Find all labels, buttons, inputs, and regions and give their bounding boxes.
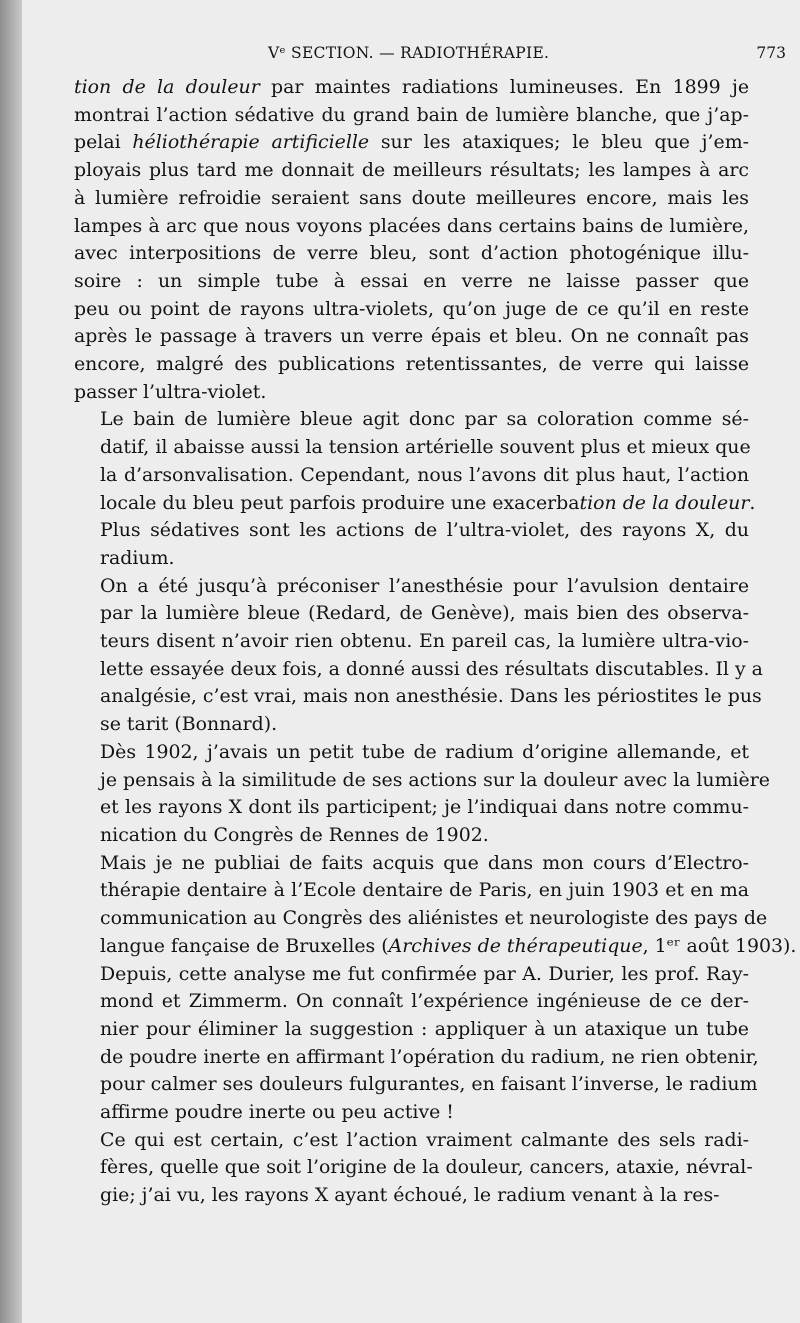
paragraph <box>74 406 756 517</box>
section-title: Vᵉ SECTION. — RADIOTHÉRAPIE. <box>268 44 550 62</box>
text-line: pelai héliothérapie artificielle sur les ataxiques; le bleu que j’em- <box>74 131 749 154</box>
text-line: à lumière refroidie seraient sans doute meilleures encore, mais les <box>74 186 749 209</box>
text-line: mond et Zimmerm. On connaît l’expérience ingénieuse de ce der- <box>100 990 749 1013</box>
text-line: affirme poudre inerte ou peu active ! <box>100 1101 454 1124</box>
paragraph <box>74 74 749 406</box>
italic-term: Archives de thérapeutique <box>388 934 643 957</box>
text-line: Mais je ne publiai de faits acquis que dans mon cours d’Electro- <box>100 851 749 874</box>
paragraph <box>74 850 797 1127</box>
page-number: 773 <box>756 44 786 62</box>
text-line: teurs disent n’avoir rien obtenu. En pareil cas, la lumière ultra-vio- <box>100 630 749 653</box>
running-header <box>22 44 800 68</box>
italic-term: tion de la douleur <box>579 491 750 514</box>
text-line: lampes à arc que nous voyons placées dans certains bains de lumière, <box>74 214 749 237</box>
text-line: montrai l’action sédative du grand bain de lumière blanche, que j’ap- <box>74 103 749 126</box>
paragraph <box>74 517 749 572</box>
italic-term: tion de la douleur <box>74 76 260 98</box>
text-line: Depuis, cette analyse me fut confirmée par A. Durier, les prof. Ray- <box>100 962 749 985</box>
text-line: encore, malgré des publications retentissantes, de verre qui laisse <box>74 353 749 376</box>
text-line: Ce qui est certain, c’est l’action vraiment calmante des sels radi- <box>100 1128 749 1151</box>
text-line: de poudre inerte en affirmant l’opération du radium, ne rien obtenir, <box>100 1045 759 1068</box>
paragraph <box>74 1127 753 1210</box>
text-line: nication du Congrès de Rennes de 1902. <box>100 823 489 846</box>
text-line: langue fançaise de Bruxelles (Archives de thérapeutique, 1ᵉʳ août 1903). <box>100 934 797 957</box>
text-line: passer l’ultra-violet. <box>74 380 267 403</box>
text-line: Le bain de lumière bleue agit donc par sa coloration comme sé- <box>100 408 749 431</box>
text-line: datif, il abaisse aussi la tension artérielle souvent plus et mieux que <box>100 436 751 459</box>
book-page <box>22 0 800 1323</box>
text-line: thérapie dentaire à l’Ecole dentaire de Paris, en juin 1903 et en ma <box>100 879 749 902</box>
text-line: avec interpositions de verre bleu, sont d’action photogénique illu- <box>74 242 749 265</box>
text-line: gie; j’ai vu, les rayons X ayant échoué, le radium venant à la res- <box>100 1184 720 1207</box>
text-line: tion de la douleur par maintes radiations lumineuses. En 1899 je <box>74 76 749 98</box>
text-line: se tarit (Bonnard). <box>100 713 278 736</box>
text-line: communication au Congrès des aliénistes et neurologiste des pays de <box>100 907 768 930</box>
text-line: fères, quelle que soit l’origine de la douleur, cancers, ataxie, névral- <box>100 1156 753 1179</box>
text-line: et les rayons X dont ils participent; je l’indiquai dans notre commu- <box>100 796 749 819</box>
text-line: radium. <box>100 546 175 569</box>
text-line: la d’arsonvalisation. Cependant, nous l’avons dit plus haut, l’action <box>100 463 749 486</box>
italic-term: héliothérapie artificielle <box>132 131 370 154</box>
text-line: locale du bleu peut parfois produire une exacerbation de la douleur. <box>100 491 756 514</box>
text-line: Plus sédatives sont les actions de l’ultra-violet, des rayons X, du <box>100 519 749 542</box>
body-text <box>74 74 797 1210</box>
text-line: ployais plus tard me donnait de meilleurs résultats; les lampes à arc <box>74 159 749 182</box>
text-line: pour calmer ses douleurs fulgurantes, en faisant l’inverse, le radium <box>100 1073 758 1096</box>
text-line: analgésie, c’est vrai, mais non anesthésie. Dans les périostites le pus <box>100 685 762 708</box>
paragraph <box>74 739 770 850</box>
text-line: par la lumière bleue (Redard, de Genève), mais bien des observa- <box>100 602 749 625</box>
text-line: soire : un simple tube à essai en verre ne laisse passer que <box>74 269 749 292</box>
text-line: Dès 1902, j’avais un petit tube de radium d’origine allemande, et <box>100 740 749 763</box>
paragraph <box>74 573 763 739</box>
text-line: peu ou point de rayons ultra-violets, qu’on juge de ce qu’il en reste <box>74 297 749 320</box>
text-line: je pensais à la similitude de ses actions sur la douleur avec la lumière <box>100 768 770 791</box>
page-gutter-shadow <box>0 0 22 1323</box>
text-line: On a été jusqu’à préconiser l’anesthésie pour l’avulsion dentaire <box>100 574 749 597</box>
text-line: lette essayée deux fois, a donné aussi des résultats discutables. Il y a <box>100 657 763 680</box>
text-line: nier pour éliminer la suggestion : appliquer à un ataxique un tube <box>100 1017 749 1040</box>
text-line: après le passage à travers un verre épais et bleu. On ne connaît pas <box>74 325 749 348</box>
